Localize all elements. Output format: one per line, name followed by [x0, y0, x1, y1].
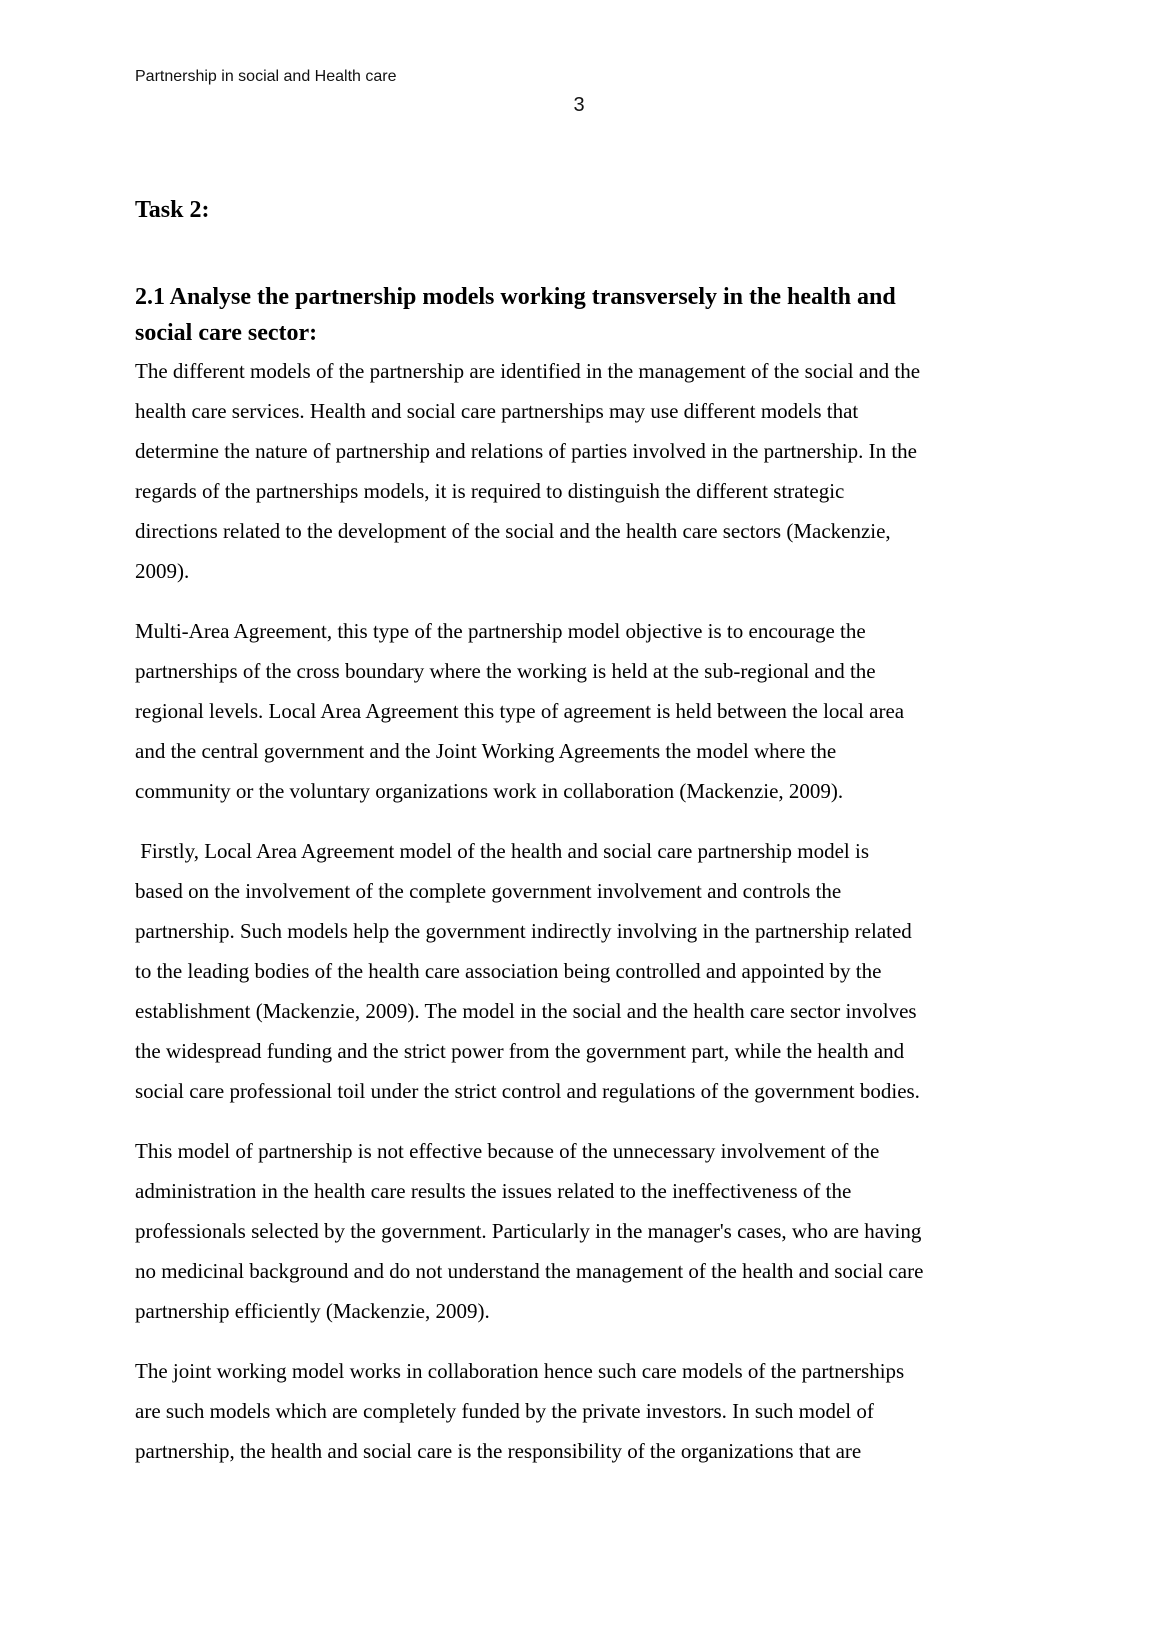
- paragraph: [135, 351, 1023, 591]
- text-line: regards of the partnerships models, it is required to distinguish the different strategic: [135, 479, 845, 503]
- paragraph: [135, 611, 1023, 811]
- running-header: Partnership in social and Health care: [135, 68, 397, 85]
- text-line: partnerships of the cross boundary where the working is held at the sub-regional and the: [135, 659, 876, 683]
- text-line: community or the voluntary organizations work in collaboration (Mackenzie, 2009).: [135, 779, 844, 803]
- text-line: Firstly, Local Area Agreement model of the health and social care partnership model is: [135, 839, 869, 863]
- text-line: regional levels. Local Area Agreement this type of agreement is held between the local area: [135, 699, 905, 723]
- section-heading-line: social care sector:: [135, 320, 318, 346]
- text-line: social care professional toil under the strict control and regulations of the government bodies.: [135, 1079, 920, 1103]
- text-line: The joint working model works in collaboration hence such care models of the partnerships: [135, 1359, 905, 1383]
- text-line: establishment (Mackenzie, 2009). The model in the social and the health care sector involves: [135, 999, 917, 1023]
- paragraph: [135, 831, 1023, 1111]
- text-line: Multi-Area Agreement, this type of the partnership model objective is to encourage the: [135, 619, 866, 643]
- text-line: determine the nature of partnership and relations of parties involved in the partnership. In the: [135, 439, 917, 463]
- text-line: The different models of the partnership are identified in the management of the social and the: [135, 359, 921, 383]
- task-heading: Task 2:: [135, 197, 210, 223]
- paragraph: [135, 1131, 1023, 1331]
- section-heading-line: 2.1 Analyse the partnership models working transversely in the health and: [135, 284, 896, 310]
- text-line: directions related to the development of the social and the health care sectors (Mackenzie,: [135, 519, 891, 543]
- text-line: partnership, the health and social care is the responsibility of the organizations that are: [135, 1439, 862, 1463]
- text-line: partnership. Such models help the government indirectly involving in the partnership related: [135, 919, 912, 943]
- text-line: to the leading bodies of the health care association being controlled and appointed by the: [135, 959, 882, 983]
- text-line: This model of partnership is not effective because of the unnecessary involvement of the: [135, 1139, 880, 1163]
- text-line: administration in the health care results the issues related to the ineffectiveness of the: [135, 1179, 852, 1203]
- text-line: professionals selected by the government. Particularly in the manager's cases, who are having: [135, 1219, 922, 1243]
- text-line: no medicinal background and do not understand the management of the health and social care: [135, 1259, 924, 1283]
- text-line: based on the involvement of the complete government involvement and controls the: [135, 879, 842, 903]
- text-line: 2009).: [135, 559, 190, 583]
- text-line: and the central government and the Joint Working Agreements the model where the: [135, 739, 837, 763]
- text-line: partnership efficiently (Mackenzie, 2009).: [135, 1299, 490, 1323]
- page-number: 3: [573, 94, 585, 116]
- text-line: are such models which are completely funded by the private investors. In such model of: [135, 1399, 874, 1423]
- text-line: the widespread funding and the strict power from the government part, while the health and: [135, 1039, 905, 1063]
- paragraph: [135, 1351, 1023, 1471]
- section-heading: [135, 279, 1023, 351]
- text-line: health care services. Health and social care partnerships may use different models that: [135, 399, 859, 423]
